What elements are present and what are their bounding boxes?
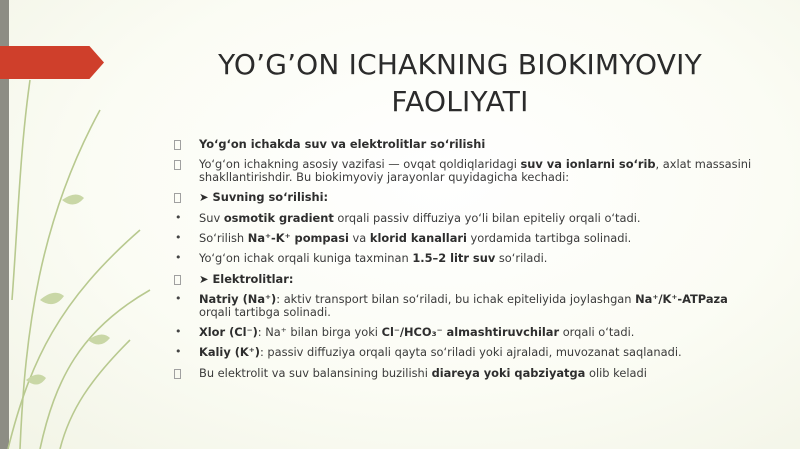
bold-text: osmotik gradient xyxy=(223,210,334,225)
bold-text: Kaliy (K⁺) xyxy=(199,345,260,360)
text: Bu elektrolit va suv balansining buzilishi xyxy=(199,365,432,380)
bold-text: Na⁺-K⁺ pompasi xyxy=(247,231,349,246)
text: so‘riladi. xyxy=(495,251,548,266)
slide-title: YO’G’ON ICHAKNING BIOKIMYOVIY FAOLIYATI xyxy=(218,48,702,118)
text: : Na⁺ bilan birga yoki xyxy=(257,325,382,340)
bold-text: Natriy (Na⁺) xyxy=(199,292,277,307)
bold-text: diareya yoki qabziyatga xyxy=(431,365,586,380)
text: orqali tartibga solinadi. xyxy=(199,304,331,319)
list-item xyxy=(170,232,760,244)
text: Yo‘g‘on ichakning asosiy vazifasi — ovqat qoldiqlaridagi xyxy=(199,157,521,172)
bullet-box-icon xyxy=(174,275,181,285)
list-item xyxy=(170,293,760,318)
bold-text: Na⁺/K⁺-ATPaza xyxy=(635,292,728,307)
list-item xyxy=(170,191,760,203)
bold-text: suv va ionlarni so‘rib xyxy=(520,157,656,172)
bullet-dot-icon: • xyxy=(175,251,182,265)
bold-text: ➤ Elektrolitlar: xyxy=(199,271,294,286)
text: Yo‘g‘on ichak orqali kuniga taxminan xyxy=(199,251,413,266)
list-item xyxy=(170,273,760,285)
text: : passiv diffuziya orqali qayta so‘riladi yoki ajraladi, muvozanat saqlanadi. xyxy=(259,345,682,360)
accent-arrow xyxy=(0,46,104,79)
text: : aktiv transport bilan so‘riladi, bu ichak epiteliyida joylashgan xyxy=(276,292,636,307)
bold-text: 1.5–2 litr suv xyxy=(412,251,496,266)
bullet-dot-icon: • xyxy=(175,345,182,359)
list-item xyxy=(170,158,760,183)
text: orqali passiv diffuziya yo‘li bilan epiteliy orqali o‘tadi. xyxy=(333,210,641,225)
bold-text: Xlor (Cl⁻) xyxy=(199,325,258,340)
text: yordamida tartibga solinadi. xyxy=(466,231,632,246)
bullet-dot-icon: • xyxy=(175,210,182,224)
bullet-dot-icon: • xyxy=(175,325,182,339)
bullet-box-icon xyxy=(174,140,181,150)
text: , axlat massasini shakllantirishdir. Bu biokimyoviy jarayonlar quyidagicha kechadi: xyxy=(199,157,752,184)
list-item xyxy=(170,346,760,358)
bold-text: Yo‘g‘on ichakda suv va elektrolitlar so‘rilishi xyxy=(199,137,486,151)
bullet-dot-icon: • xyxy=(175,231,182,245)
bullet-list xyxy=(170,138,760,387)
list-item xyxy=(170,138,760,150)
bullet-box-icon xyxy=(174,160,181,170)
text: Suv xyxy=(199,210,224,225)
text: So‘rilish xyxy=(199,231,248,246)
text: olib keladi xyxy=(585,365,647,380)
text: orqali o‘tadi. xyxy=(559,325,635,340)
bold-text: Cl⁻/HCO₃⁻ almashtiruvchilar xyxy=(381,325,560,340)
bullet-dot-icon: • xyxy=(175,292,182,306)
list-item xyxy=(170,252,760,264)
list-item xyxy=(170,326,760,338)
bold-text: ➤ Suvning so‘rilishi: xyxy=(199,190,329,205)
text: va xyxy=(348,231,370,246)
bullet-box-icon xyxy=(174,369,181,379)
list-item xyxy=(170,367,760,379)
bullet-box-icon xyxy=(174,193,181,203)
bold-text: klorid kanallari xyxy=(369,231,467,246)
list-item xyxy=(170,212,760,224)
